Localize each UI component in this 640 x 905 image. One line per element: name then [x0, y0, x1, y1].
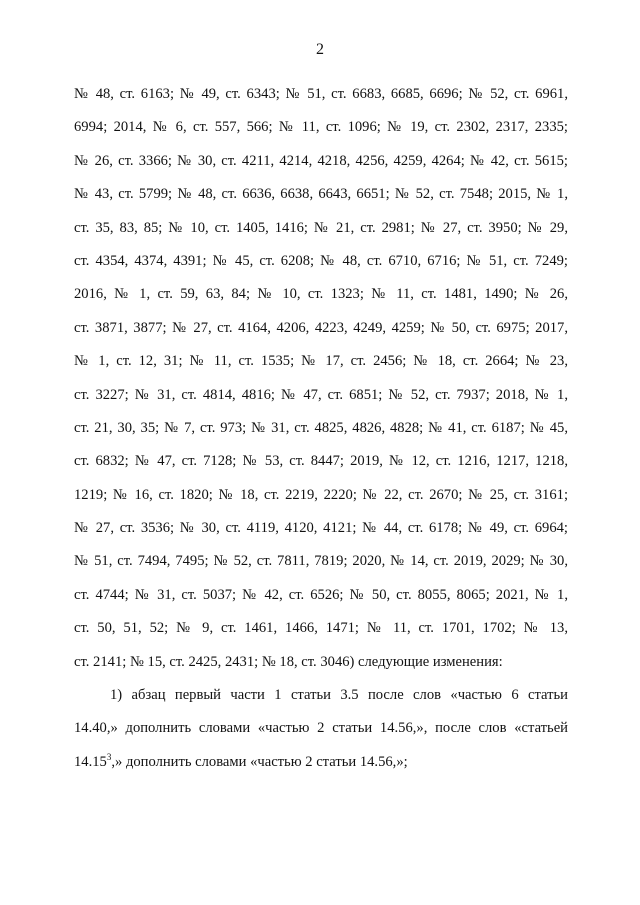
- text-line: № 43, ст. 5799; № 48, ст. 6636, 6638, 6643, 6651; № 52, ст. 7548; 2015, № 1,: [74, 186, 568, 203]
- text-line: ст. 3871, 3877; № 27, ст. 4164, 4206, 4223, 4249, 4259; № 50, ст. 6975; 2017,: [74, 319, 568, 336]
- text-line: № 27, ст. 3536; № 30, ст. 4119, 4120, 4121; № 44, ст. 6178; № 49, ст. 6964;: [74, 520, 568, 537]
- superscript: 3: [106, 751, 112, 762]
- text-line: ст. 6832; № 47, ст. 7128; № 53, ст. 8447; 2019, № 12, ст. 1216, 1217, 1218,: [74, 453, 568, 470]
- amendment-item-1-line: 14.40,» дополнить словами «частью 2 статьи 14.56,», после слов «статьей: [74, 720, 568, 737]
- text-line: № 1, ст. 12, 31; № 11, ст. 1535; № 17, ст. 2456; № 18, ст. 2664; № 23,: [74, 353, 568, 370]
- text-line: № 26, ст. 3366; № 30, ст. 4211, 4214, 4218, 4256, 4259, 4264; № 42, ст. 5615;: [74, 152, 568, 169]
- article-number: 14.15: [74, 753, 107, 770]
- amendment-item-1-line: 1) абзац первый части 1 статьи 3.5 после слов «частью 6 статьи: [110, 687, 568, 704]
- text-line: № 51, ст. 7494, 7495; № 52, ст. 7811, 7819; 2020, № 14, ст. 2019, 2029; № 30,: [74, 553, 568, 570]
- text-line: № 48, ст. 6163; № 49, ст. 6343; № 51, ст. 6683, 6685, 6696; № 52, ст. 6961,: [74, 86, 568, 102]
- text-line: ст. 35, 83, 85; № 10, ст. 1405, 1416; № 21, ст. 2981; № 27, ст. 3950; № 29,: [74, 219, 568, 236]
- text-line: ст. 2141; № 15, ст. 2425, 2431; № 18, ст. 3046) следующие изменения:: [74, 653, 503, 670]
- text-line: ст. 50, 51, 52; № 9, ст. 1461, 1466, 1471; № 11, ст. 1701, 1702; № 13,: [74, 620, 568, 637]
- body-text: [74, 78, 568, 779]
- text-line: 1219; № 16, ст. 1820; № 18, ст. 2219, 2220; № 22, ст. 2670; № 25, ст. 3161;: [74, 486, 568, 503]
- page-number: 2: [316, 41, 324, 58]
- text-line: ст. 4354, 4374, 4391; № 45, ст. 6208; № 48, ст. 6710, 6716; № 51, ст. 7249;: [74, 252, 568, 269]
- text-line: 2016, № 1, ст. 59, 63, 84; № 10, ст. 1323; № 11, ст. 1481, 1490; № 26,: [74, 286, 568, 303]
- amendment-text: ,» дополнить словами «частью 2 статьи 14.56,»;: [111, 753, 408, 770]
- text-line: ст. 21, 30, 35; № 7, ст. 973; № 31, ст. 4825, 4826, 4828; № 41, ст. 6187; № 45,: [74, 419, 568, 436]
- text-line: ст. 4744; № 31, ст. 5037; № 42, ст. 6526; № 50, ст. 8055, 8065; 2021, № 1,: [74, 586, 568, 603]
- text-line: 6994; 2014, № 6, ст. 557, 566; № 11, ст. 1096; № 19, ст. 2302, 2317, 2335;: [74, 119, 568, 136]
- text-line: ст. 3227; № 31, ст. 4814, 4816; № 47, ст. 6851; № 52, ст. 7937; 2018, № 1,: [74, 386, 568, 403]
- amendment-item-1-line: [74, 746, 568, 779]
